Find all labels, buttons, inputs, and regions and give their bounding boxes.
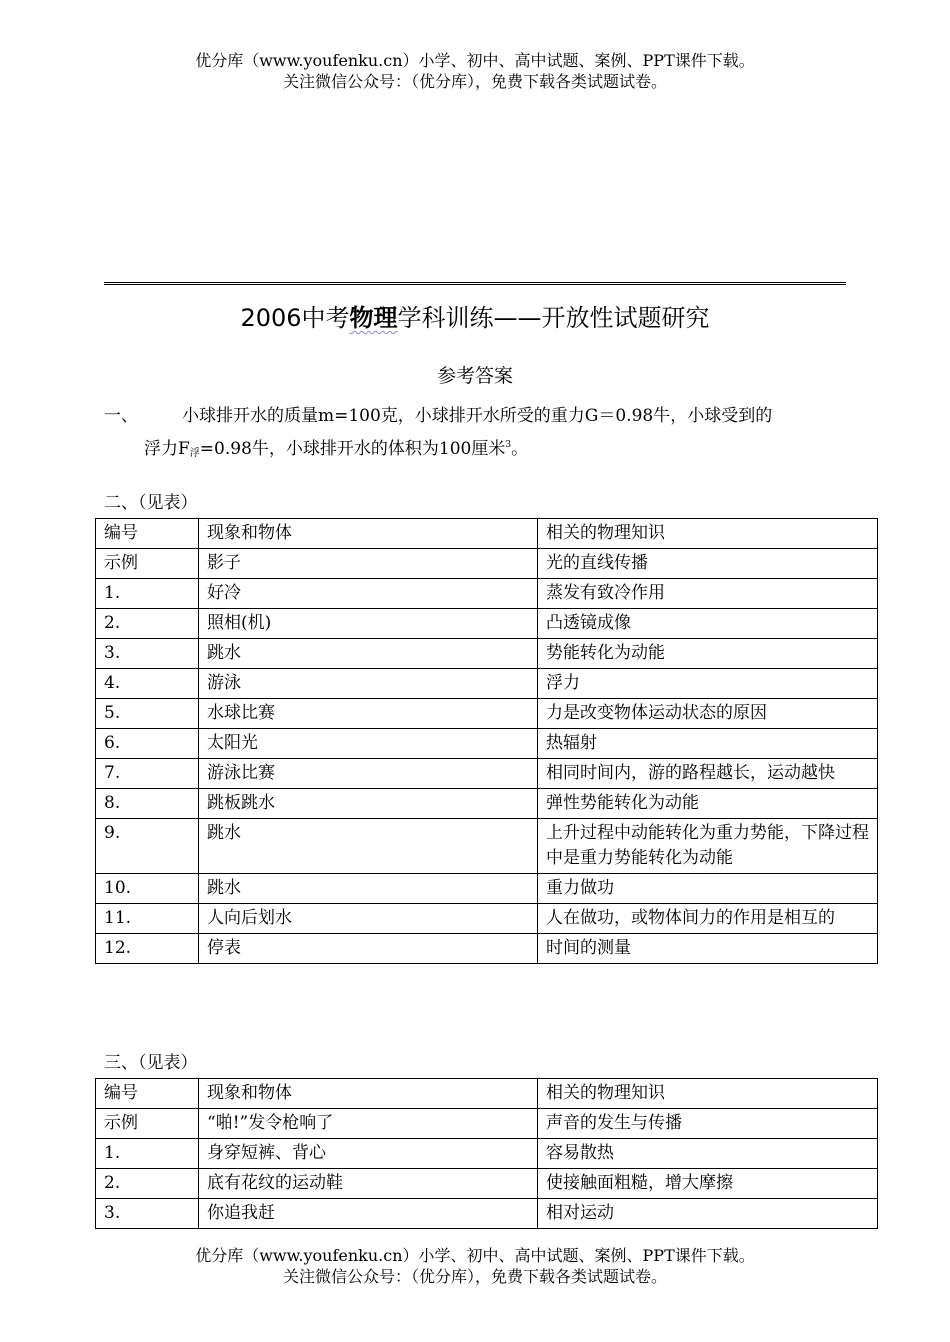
table-row [96,904,878,934]
title-suffix: 学科训练——开放性试题研究 [397,304,710,332]
page-footer [0,1245,950,1287]
table-header-row [96,1079,878,1109]
header-knowledge: 相关的物理知识 [538,1079,878,1109]
cell-number: 1. [96,579,199,609]
table-row [96,759,878,789]
cell-phenomenon: 照相(机) [199,609,538,639]
cell-knowledge: 上升过程中动能转化为重力势能，下降过程中是重力势能转化为动能 [538,819,878,874]
question-1-line-2-post: 。 [511,439,529,459]
cell-knowledge: 热辐射 [538,729,878,759]
cell-phenomenon: “啪!”发令枪响了 [199,1109,538,1139]
cell-phenomenon: 影子 [199,549,538,579]
table-row [96,609,878,639]
cell-number: 示例 [96,549,199,579]
cell-phenomenon: 底有花纹的运动鞋 [199,1169,538,1199]
footer-line-2: 关注微信公众号：（优分库），免费下载各类试题试卷。 [282,1267,667,1286]
page-subtitle: 参考答案 [436,365,513,387]
buoyancy-subscript: 浮 [189,448,200,459]
cell-phenomenon: 跳板跳水 [199,789,538,819]
section-3-label: 三、（见表） [104,1053,198,1073]
table-row [96,639,878,669]
footer-line-1: 优分库（www.youfenku.cn）小学、初中、高中试题、案例、PPT课件下载。 [195,1246,755,1265]
title-rule [104,282,846,285]
header-phenomenon: 现象和物体 [199,519,538,549]
cell-knowledge: 使接触面粗糙，增大摩擦 [538,1169,878,1199]
header-number: 编号 [96,519,199,549]
table-row [96,579,878,609]
cell-knowledge: 时间的测量 [538,934,878,964]
question-1-answer [104,402,864,468]
cell-knowledge: 光的直线传播 [538,549,878,579]
table-row [96,1199,878,1229]
cell-knowledge: 相同时间内，游的路程越长，运动越快 [538,759,878,789]
title-subject: 物理 [349,304,398,332]
table-row [96,1139,878,1169]
cell-phenomenon: 跳水 [199,874,538,904]
table-row [96,789,878,819]
cell-phenomenon: 跳水 [199,819,538,874]
table-row [96,1169,878,1199]
question-1-line-1: 小球排开水的质量m=100克，小球排开水所受的重力G＝0.98牛，小球受到的 [182,406,773,426]
header-number: 编号 [96,1079,199,1109]
cell-phenomenon: 好冷 [199,579,538,609]
question-1-line-2-pre: 浮力F [144,439,190,459]
cell-knowledge: 相对运动 [538,1199,878,1229]
header-phenomenon: 现象和物体 [199,1079,538,1109]
table-row [96,1109,878,1139]
header-line-1: 优分库（www.youfenku.cn）小学、初中、高中试题、案例、PPT课件下载。 [195,51,755,70]
cell-knowledge: 势能转化为动能 [538,639,878,669]
cell-number: 12. [96,934,199,964]
cubic-superscript: 3 [505,440,512,450]
cell-knowledge: 凸透镜成像 [538,609,878,639]
header-line-2: 关注微信公众号：（优分库），免费下载各类试题试卷。 [282,72,667,91]
page-title [0,300,950,336]
header-knowledge: 相关的物理知识 [538,519,878,549]
cell-number: 2. [96,609,199,639]
cell-phenomenon: 跳水 [199,639,538,669]
cell-number: 4. [96,669,199,699]
cell-number: 6. [96,729,199,759]
cell-phenomenon: 游泳 [199,669,538,699]
section-2-label: 二、（见表） [104,493,198,513]
cell-number: 9. [96,819,199,874]
title-prefix: 2006中考 [240,304,350,332]
table-row [96,669,878,699]
cell-number: 3. [96,639,199,669]
table-row [96,729,878,759]
cell-knowledge: 弹性势能转化为动能 [538,789,878,819]
cell-number: 示例 [96,1109,199,1139]
table-row [96,934,878,964]
cell-phenomenon: 游泳比赛 [199,759,538,789]
cell-phenomenon: 人向后划水 [199,904,538,934]
cell-number: 11. [96,904,199,934]
cell-knowledge: 浮力 [538,669,878,699]
table-row [96,549,878,579]
cell-phenomenon: 身穿短裤、背心 [199,1139,538,1169]
table-row [96,699,878,729]
cell-number: 3. [96,1199,199,1229]
cell-phenomenon: 太阳光 [199,729,538,759]
cell-knowledge: 力是改变物体运动状态的原因 [538,699,878,729]
cell-number: 8. [96,789,199,819]
cell-phenomenon: 你追我赶 [199,1199,538,1229]
cell-number: 1. [96,1139,199,1169]
table-header-row [96,519,878,549]
cell-knowledge: 人在做功，或物体间力的作用是相互的 [538,904,878,934]
cell-number: 7. [96,759,199,789]
cell-number: 10. [96,874,199,904]
table-row [96,819,878,874]
cell-knowledge: 声音的发生与传播 [538,1109,878,1139]
table-row [96,874,878,904]
page-header [0,50,950,92]
section-2-table [95,518,878,964]
cell-phenomenon: 停表 [199,934,538,964]
question-1-line-2-mid: =0.98牛，小球排开水的体积为100厘米 [199,439,506,459]
cell-knowledge: 重力做功 [538,874,878,904]
cell-knowledge: 蒸发有致冷作用 [538,579,878,609]
cell-number: 5. [96,699,199,729]
cell-number: 2. [96,1169,199,1199]
cell-phenomenon: 水球比赛 [199,699,538,729]
cell-knowledge: 容易散热 [538,1139,878,1169]
question-1-number: 一、 [104,406,138,426]
section-3-table [95,1078,878,1229]
